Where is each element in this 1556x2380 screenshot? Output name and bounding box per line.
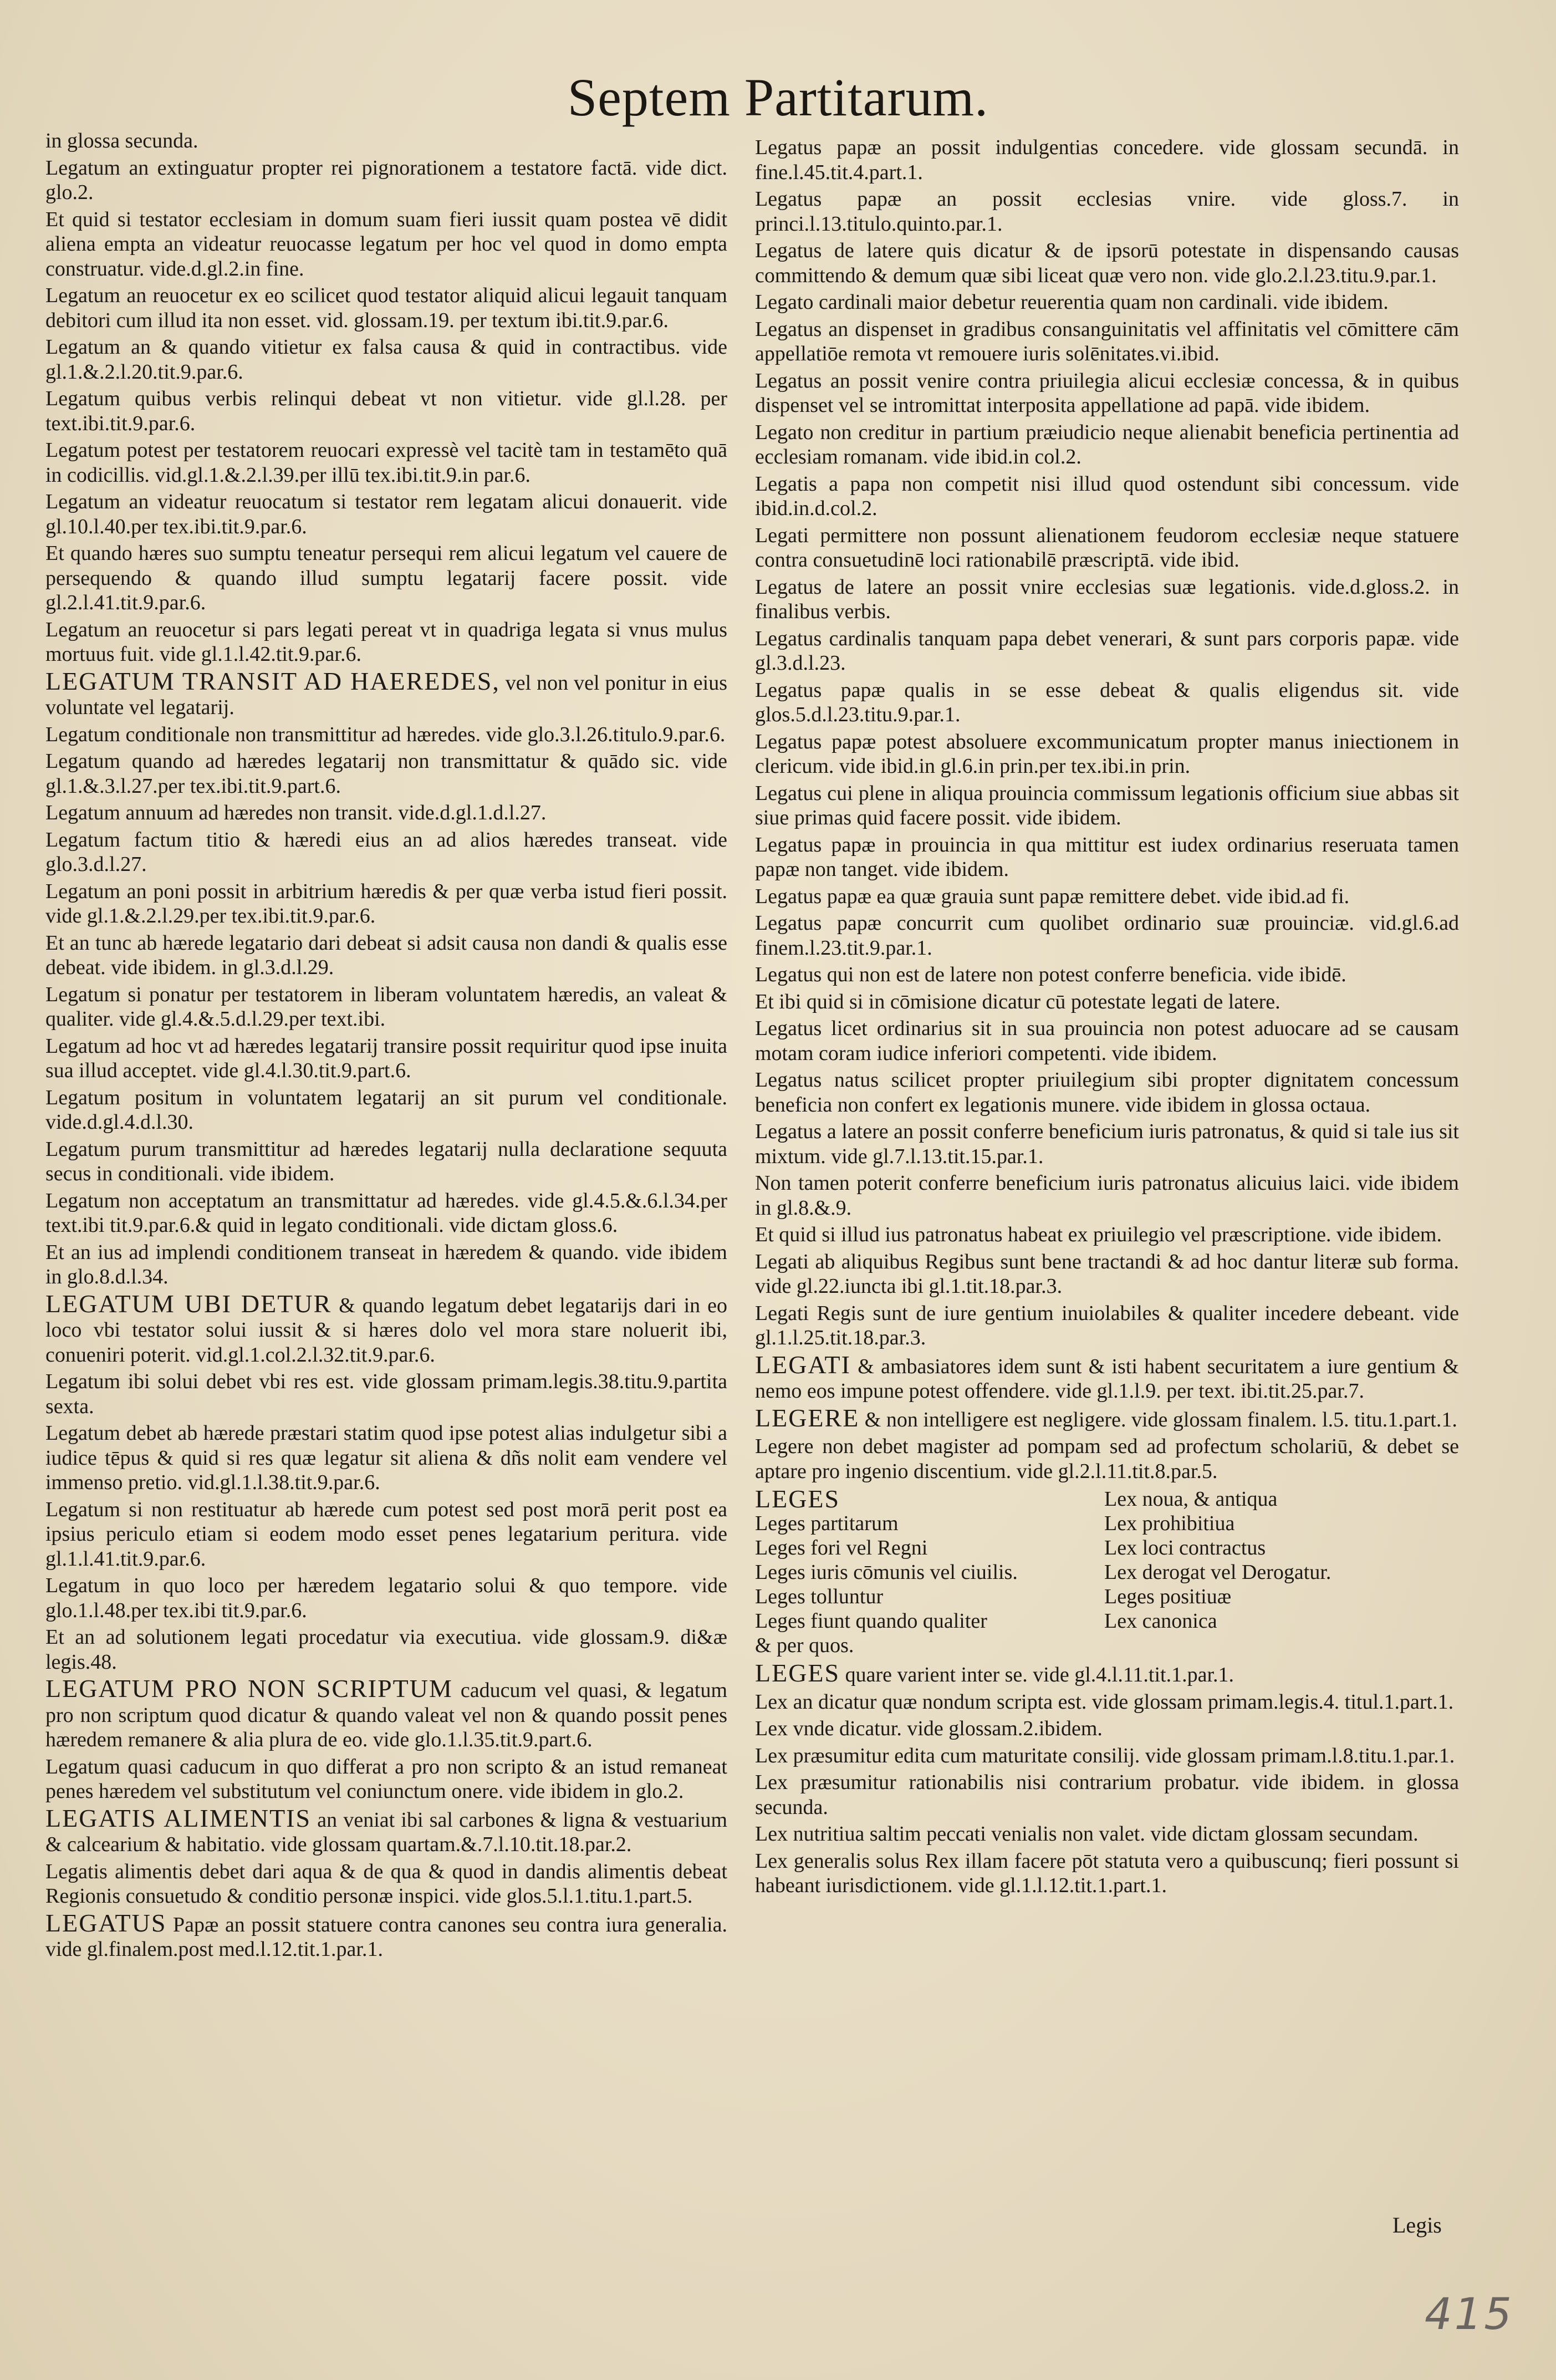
entry-text: Et an tunc ab hærede legatario dari debeat si adsit causa non dandi & qualis esse debeat. vide ibidem. in gl.3.d.l.29. bbox=[45, 931, 727, 979]
entry-text: Et an ad solutionem legati procedatur via executiua. vide glossam.9. di&æ legis.48. bbox=[45, 1625, 727, 1674]
index-entry bbox=[755, 911, 1459, 960]
index-entry bbox=[45, 1289, 727, 1368]
index-entry bbox=[45, 438, 727, 487]
entry-text: Legatum potest per testatorem reuocari expressè vel tacitè tam in testamēto quā in codicillis. vid.gl.1.&.2.l.39.per illū tex.ibi.tit.9.in par.6. bbox=[45, 439, 727, 487]
entry-text: Lex generalis solus Rex illam facere pōt statuta vero a quibuscunq; fieri possunt si habeant iurisdictionem. vide gl.1.l.12.tit.1.part.1. bbox=[755, 1849, 1459, 1897]
leges-item: Lex loci contractus bbox=[1104, 1536, 1266, 1560]
index-entry bbox=[45, 1421, 727, 1495]
entry-text: Non tamen poterit conferre beneficium iuris patronatus alicuius laici. vide ibidem in gl.8.&.9. bbox=[755, 1171, 1459, 1220]
entry-text: & ambasiatores idem sunt & isti habent securitatem a iure gentium & nemo eos impune potest offendere. vide gl.1.l.9. per text. ibi.tit.25.par.7. bbox=[755, 1354, 1459, 1403]
entry-text: Legatis alimentis debet dari aqua & de qua & quod in dandis alimentis debeat Regionis consuetudo & conditio personæ inspici. vide glos.5.l.1.titu.1.part.5. bbox=[45, 1859, 727, 1908]
right-column bbox=[755, 135, 1459, 1900]
entry-text: caducum vel quasi, & legatum pro non scriptum quod dicatur & quando valeat vel non & quando possit penes hæredem remanere & alia plura de eo. vide glo.1.l.35.tit.9.part.6. bbox=[45, 1679, 727, 1751]
leges-subject-list bbox=[755, 1487, 1459, 1658]
index-entry bbox=[755, 187, 1459, 236]
index-entry bbox=[755, 1171, 1459, 1220]
index-entry bbox=[755, 1301, 1459, 1350]
index-entry bbox=[45, 1573, 727, 1623]
leges-item: Leges tolluntur bbox=[755, 1585, 884, 1608]
entry-text: Legatus papæ qualis in se esse debeat & qualis eligendus sit. vide glos.5.d.l.23.titu.9.par.1. bbox=[755, 678, 1459, 726]
entry-text: Legatus papæ an possit indulgentias concedere. vide glossam secundā. in fine.l.45.tit.4.part.1. bbox=[755, 136, 1459, 184]
entry-text: Legati permittere non possunt alienationem feudorom ecclesiæ neque statuere contra consuetudinē loci rationabilē præscriptā. vide ibid. bbox=[755, 523, 1459, 572]
index-entry bbox=[755, 1403, 1459, 1433]
running-head: Septem Partitarum. bbox=[567, 68, 989, 127]
index-entry bbox=[755, 678, 1459, 727]
index-entry bbox=[755, 1068, 1459, 1117]
leges-item: Leges fiunt quando qualiter bbox=[755, 1609, 987, 1633]
index-entry bbox=[755, 1690, 1459, 1715]
entry-text: Legatus de latere an possit vnire ecclesias suæ legationis. vide.d.gloss.2. in finalibus verbis. bbox=[755, 575, 1459, 623]
entry-text: Lex vnde dicatur. vide glossam.2.ibidem. bbox=[755, 1717, 1103, 1740]
index-entry bbox=[755, 1350, 1459, 1404]
entry-text: Legatum non acceptatum an transmittatur ad hæredes. vide gl.4.5.&.6.l.34.per text.ibi tit.9.par.6.& quid in legato conditionali. vide dictam gloss.6. bbox=[45, 1189, 727, 1237]
index-entry bbox=[45, 618, 727, 667]
entry-text: Et an ius ad implendi conditionem transeat in hæredem & quando. vide ibidem in glo.8.d.l.34. bbox=[45, 1240, 727, 1288]
left-column bbox=[45, 129, 727, 1964]
entry-text: Legatus papæ potest absoluere excommunicatum propter manus iniectionem in clericum. vide ibid.in gl.6.in prin.per tex.ibi.in prin. bbox=[755, 730, 1459, 778]
entry-text: Et quid si illud ius patronatus habeat ex priuilegio vel præscriptione. vide ibidem. bbox=[755, 1223, 1442, 1246]
index-entry bbox=[755, 1770, 1459, 1820]
entry-heading: LEGATUM UBI DETUR bbox=[45, 1289, 332, 1318]
entry-text: Legatum positum in voluntatem legatarij an sit purum vel conditionale. vide.d.gl.4.d.l.30. bbox=[45, 1085, 727, 1134]
folio-number: 415 bbox=[1425, 2290, 1514, 2340]
entry-text: Legatus papæ an possit ecclesias vnire. vide gloss.7. in princi.l.13.titulo.quinto.par.1. bbox=[755, 187, 1459, 236]
leges-item: Leges iuris cōmunis vel ciuilis. bbox=[755, 1561, 1018, 1584]
index-entry bbox=[45, 386, 727, 436]
entry-text: quare varient inter se. vide gl.4.l.11.tit.1.par.1. bbox=[840, 1663, 1234, 1686]
entry-text: Legatum annuum ad hæredes non transit. vide.d.gl.1.d.l.27. bbox=[45, 801, 547, 824]
index-entry bbox=[45, 129, 727, 154]
entry-heading: LEGATI bbox=[755, 1350, 851, 1379]
entry-text: Legatus licet ordinarius sit in sua prouincia non potest aduocare ad se causam motam coram iudice inferiori competenti. vide ibidem. bbox=[755, 1017, 1459, 1065]
index-entry bbox=[755, 1250, 1459, 1299]
entry-text: Legatus natus scilicet propter priuilegium sibi propter dignitatem concessum beneficia non confert ex legationis munere. vide ibidem in glossa octaua. bbox=[755, 1068, 1459, 1117]
entry-text: Legatus papæ in prouincia in qua mittitur est iudex ordinarius reseruata tamen papæ non tanget. vide ibidem. bbox=[755, 833, 1459, 881]
index-entry bbox=[755, 523, 1459, 573]
entry-heading: LEGERE bbox=[755, 1403, 860, 1432]
leges-item: Leges partitarum bbox=[755, 1512, 899, 1535]
leges-item: LEGES bbox=[755, 1485, 840, 1513]
index-entry bbox=[45, 1497, 727, 1572]
entry-text: Legatus an dispenset in gradibus consanguinitatis vel affinitatis vel cōmittere cām appellatiōe remota vt remouere iuris solēnitates.vi.ibid. bbox=[755, 317, 1459, 365]
index-entry bbox=[755, 833, 1459, 882]
entry-text: Legato non creditur in partium præiudicio neque alienabit beneficia pertinentia ad ecclesiam romanam. vide ibid.in col.2. bbox=[755, 420, 1459, 468]
entry-heading: LEGATUM TRANSIT AD HAEREDES, bbox=[45, 666, 500, 695]
entry-text: Legatus papæ ea quæ grauia sunt papæ remittere debet. vide ibid.ad fi. bbox=[755, 884, 1350, 908]
leges-item: Leges fori vel Regni bbox=[755, 1536, 928, 1560]
right-column-entries-bottom bbox=[755, 1661, 1459, 1898]
index-entry bbox=[755, 1661, 1459, 1688]
index-entry bbox=[45, 156, 727, 205]
index-entry bbox=[755, 575, 1459, 624]
leges-item bbox=[1104, 1633, 1448, 1658]
entry-heading: LEGATUM PRO NON SCRIPTUM bbox=[45, 1674, 453, 1703]
entry-text: Et quid si testator ecclesiam in domum suam fieri iussit quam postea vē didit aliena empta an videatur reuocasse legatum per hoc vel quod in domo empta construatur. vide.d.gl.2.in fine. bbox=[45, 207, 727, 281]
index-entry bbox=[755, 884, 1459, 909]
index-entry bbox=[755, 317, 1459, 366]
index-entry bbox=[45, 490, 727, 539]
leges-item: & per quos. bbox=[755, 1634, 854, 1657]
index-entry bbox=[755, 730, 1459, 779]
index-entry bbox=[755, 1822, 1459, 1847]
leges-item: Lex canonica bbox=[1104, 1609, 1217, 1633]
entry-text: Legatum quasi caducum in quo differat a pro non scripto & an istud remaneat penes hæredem vel substitutum vel coniunctum onere. vide ibidem in glo.2. bbox=[45, 1755, 727, 1803]
entry-text: Lex præsumitur rationabilis nisi contrarium probatur. vide ibidem. in glossa secunda. bbox=[755, 1771, 1459, 1819]
entry-text: Legatum quibus verbis relinqui debeat vt non vitietur. vide gl.l.28. per text.ibi.tit.9.par.6. bbox=[45, 387, 727, 435]
entry-text: Legatum an videatur reuocatum si testator rem legatam alicui donauerit. vide gl.10.l.40.per tex.ibi.tit.9.par.6. bbox=[45, 490, 727, 538]
index-entry bbox=[755, 472, 1459, 521]
index-entry bbox=[755, 781, 1459, 830]
entry-text: Legatis a papa non competit nisi illud quod ostendunt sibi concessum. vide ibid.in.d.col.2. bbox=[755, 472, 1459, 520]
index-entry bbox=[45, 283, 727, 333]
entry-text: in glossa secunda. bbox=[45, 129, 198, 152]
entry-text: Legere non debet magister ad pompam sed ad profectum scholariū, & debet se aptare pro ingenio discentium. vide gl.2.l.11.tit.8.par.5. bbox=[755, 1435, 1459, 1483]
index-entry bbox=[45, 1189, 727, 1238]
entry-text: vel non vel ponitur in eius voluntate vel legatarij. bbox=[45, 671, 727, 719]
index-entry bbox=[45, 801, 727, 825]
entry-text: & quando legatum debet legatarijs dari in eo loco vbi testator solui iussit & si hæres dolo vel mora stare noluerit ibi, conueniri poterit. vid.gl.1.col.2.l.32.tit.9.par.6. bbox=[45, 1293, 727, 1367]
index-entry bbox=[45, 931, 727, 980]
entry-text: & non intelligere est negligere. vide glossam finalem. l.5. titu.1.part.1. bbox=[859, 1408, 1457, 1431]
index-entry bbox=[45, 879, 727, 929]
entry-text: Legatum ad hoc vt ad hæredes legatarij transire possit requiritur quod ipse inuita sua illud acceptet. vide gl.4.l.30.tit.9.part.6. bbox=[45, 1034, 727, 1082]
index-entry bbox=[755, 1119, 1459, 1169]
entry-text: Legatum an reuocetur ex eo scilicet quod testator aliquid alicui legauit tanquam debitori cum illud ita non esset. vid. glossam.19. per textum ibi.tit.9.par.6. bbox=[45, 284, 727, 332]
entry-text: Legatus an possit venire contra priuilegia alicui ecclesiæ concessa, & in quibus dispenset vel se intromittat interposita appellatione ad papā. vide ibidem. bbox=[755, 369, 1459, 417]
entry-text: Legatum conditionale non transmittitur ad hæredes. vide glo.3.l.26.titulo.9.par.6. bbox=[45, 722, 726, 746]
index-entry bbox=[45, 1676, 727, 1752]
entry-heading: LEGES bbox=[755, 1659, 840, 1687]
entry-text: Legatum purum transmittitur ad hæredes legatarij nulla declaratione sequuta secus in conditionali. vide ibidem. bbox=[45, 1137, 727, 1185]
entry-text: Legatum factum titio & hæredi eius an ad alios hæredes transeat. vide glo.3.d.l.27. bbox=[45, 828, 727, 876]
entry-text: Et ibi quid si in cōmisione dicatur cū potestate legati de latere. bbox=[755, 990, 1280, 1013]
leges-item: Lex derogat vel Derogatur. bbox=[1104, 1561, 1331, 1584]
leges-item: Lex noua, & antiqua bbox=[1104, 1487, 1278, 1511]
entry-text: Legati Regis sunt de iure gentium inuiolabiles & qualiter incedere debeant. vide gl.1.l.25.tit.18.par.3. bbox=[755, 1301, 1459, 1349]
index-entry bbox=[755, 1744, 1459, 1769]
index-entry bbox=[755, 420, 1459, 470]
entry-heading: LEGATIS ALIMENTIS bbox=[45, 1803, 312, 1832]
entry-text: Legatus cui plene in aliqua prouincia commissum legationis officium siue abbas sit siue primas quid facere possit. vide ibidem. bbox=[755, 781, 1459, 829]
right-column-entries-top bbox=[755, 135, 1459, 1484]
index-entry bbox=[45, 1369, 727, 1419]
entry-text: Legatum si ponatur per testatorem in liberam voluntatem hæredis, an valeat & qualiter. vide gl.4.&.5.d.l.29.per text.ibi. bbox=[45, 982, 727, 1031]
entry-text: Lex nutritiua saltim peccati venialis non valet. vide dictam glossam secundam. bbox=[755, 1822, 1419, 1846]
entry-text: Legatus a latere an possit conferre beneficium iuris patronatus, & quid si tale ius sit mixtum. vide gl.7.l.13.tit.15.par.1. bbox=[755, 1120, 1459, 1168]
entry-text: Legatum quando ad hæredes legatarij non transmittatur & quādo sic. vide gl.1.&.3.l.27.per tex.ibi.tit.9.part.6. bbox=[45, 750, 727, 798]
entry-text: Legatus cardinalis tanquam papa debet venerari, & sunt pars corporis papæ. vide gl.3.d.l.23. bbox=[755, 626, 1459, 675]
entry-text: Legatum in quo loco per hæredem legatario solui & quo tempore. vide glo.1.l.48.per tex.ibi tit.9.par.6. bbox=[45, 1574, 727, 1622]
entry-text: Papæ an possit statuere contra canones seu contra iura generalia. vide gl.finalem.post med.l.12.tit.1.par.1. bbox=[45, 1913, 727, 1961]
entry-text: Legatum an & quando vitietur ex falsa causa & quid in contractibus. vide gl.1.&.2.l.20.tit.9.par.6. bbox=[45, 335, 727, 384]
index-entry bbox=[45, 207, 727, 282]
index-entry bbox=[45, 982, 727, 1032]
entry-text: Legatum an extinguatur propter rei pignorationem a testatore factā. vide dict. glo.2. bbox=[45, 156, 727, 204]
index-entry bbox=[45, 1137, 727, 1186]
index-entry bbox=[45, 335, 727, 384]
catchword: Legis bbox=[1392, 2213, 1442, 2238]
entry-text: Legatum an reuocetur si pars legati pereat vt in quadriga legata si vnus mulus mortuus fuit. vide gl.1.l.42.tit.9.par.6. bbox=[45, 618, 727, 666]
entry-text: Legato cardinali maior debetur reuerentia quam non cardinali. vide ibidem. bbox=[755, 291, 1389, 314]
entry-heading: LEGATUS bbox=[45, 1908, 167, 1937]
index-entry bbox=[45, 1625, 727, 1674]
entry-text: Legatus papæ concurrit cum quolibet ordinario suæ prouinciæ. vid.gl.6.ad finem.l.23.tit.9.par.1. bbox=[755, 911, 1459, 960]
index-entry bbox=[45, 1034, 727, 1083]
entry-text: Legatum ibi solui debet vbi res est. vide glossam primam.legis.38.titu.9.partita sexta. bbox=[45, 1370, 727, 1418]
index-entry bbox=[755, 1849, 1459, 1898]
entry-text: Legati ab aliquibus Regibus sunt bene tractandi & ad hoc dantur literæ sub forma. vide gl.22.iuncta ibi gl.1.tit.18.par.3. bbox=[755, 1250, 1459, 1298]
index-entry bbox=[755, 990, 1459, 1015]
leges-item: Lex prohibitiua bbox=[1104, 1512, 1235, 1535]
index-entry bbox=[755, 1016, 1459, 1066]
index-entry bbox=[755, 290, 1459, 315]
index-entry bbox=[45, 1803, 728, 1857]
entry-text: Legatus de latere quis dicatur & de ipsorū potestate in dispensando causas committendo & demum quæ sibi liceat quæ vero non. vide glo.2.l.23.titu.9.par.1. bbox=[755, 239, 1459, 287]
index-entry bbox=[45, 1908, 727, 1962]
index-entry bbox=[755, 1434, 1459, 1484]
index-entry bbox=[45, 666, 727, 720]
index-entry bbox=[45, 828, 727, 877]
index-entry bbox=[45, 722, 727, 747]
index-entry bbox=[755, 626, 1459, 676]
index-entry bbox=[45, 749, 727, 798]
entry-text: Legatum si non restituatur ab hærede cum potest sed post morā perit post ea ipsius periculo etiam si eodem modo esset penes legatarium peritura. vide gl.1.l.41.tit.9.par.6. bbox=[45, 1497, 727, 1571]
index-entry bbox=[755, 369, 1459, 418]
index-entry bbox=[45, 1240, 727, 1290]
index-entry bbox=[45, 1859, 727, 1909]
index-entry bbox=[755, 1716, 1459, 1741]
entry-text: Lex an dicatur quæ nondum scripta est. vide glossam primam.legis.4. titul.1.part.1. bbox=[755, 1690, 1454, 1714]
entry-text: Et quando hæres suo sumptu teneatur persequi rem alicui legatum vel cauere de persequendo & quando illud sumptu legatarij facere possit. vide gl.2.l.41.tit.9.par.6. bbox=[45, 542, 727, 614]
entry-text: Legatum an poni possit in arbitrium hæredis & per quæ verba istud fieri possit. vide gl.1.&.2.l.29.per tex.ibi.tit.9.par.6. bbox=[45, 879, 727, 927]
entry-text: an veniat ibi sal carbones & ligna & vestuarium & calcearium & habitatio. vide glossam quartam.&.7.l.10.tit.18.par.2. bbox=[45, 1808, 728, 1856]
leges-item: Leges positiuæ bbox=[1104, 1585, 1232, 1608]
index-entry bbox=[45, 1755, 727, 1804]
index-entry bbox=[755, 962, 1459, 987]
entry-text: Legatum debet ab hærede præstari statim quod ipse potest alias indulgetur sibi a iudice tēpus & quid si res quæ legatur sit aliena & dñs nolit eam vendere vel immenso pretio. vid.gl.1.l.38.tit.9.par.6. bbox=[45, 1421, 727, 1494]
index-entry bbox=[755, 1222, 1459, 1247]
entry-text: Lex præsumitur edita cum maturitate consilij. vide glossam primam.l.8.titu.1.par.1. bbox=[755, 1744, 1455, 1767]
index-entry bbox=[755, 135, 1459, 185]
index-entry bbox=[45, 1085, 727, 1135]
entry-text: Legatus qui non est de latere non potest conferre beneficia. vide ibidē. bbox=[755, 963, 1346, 986]
index-entry bbox=[755, 238, 1459, 288]
index-entry bbox=[45, 541, 727, 615]
